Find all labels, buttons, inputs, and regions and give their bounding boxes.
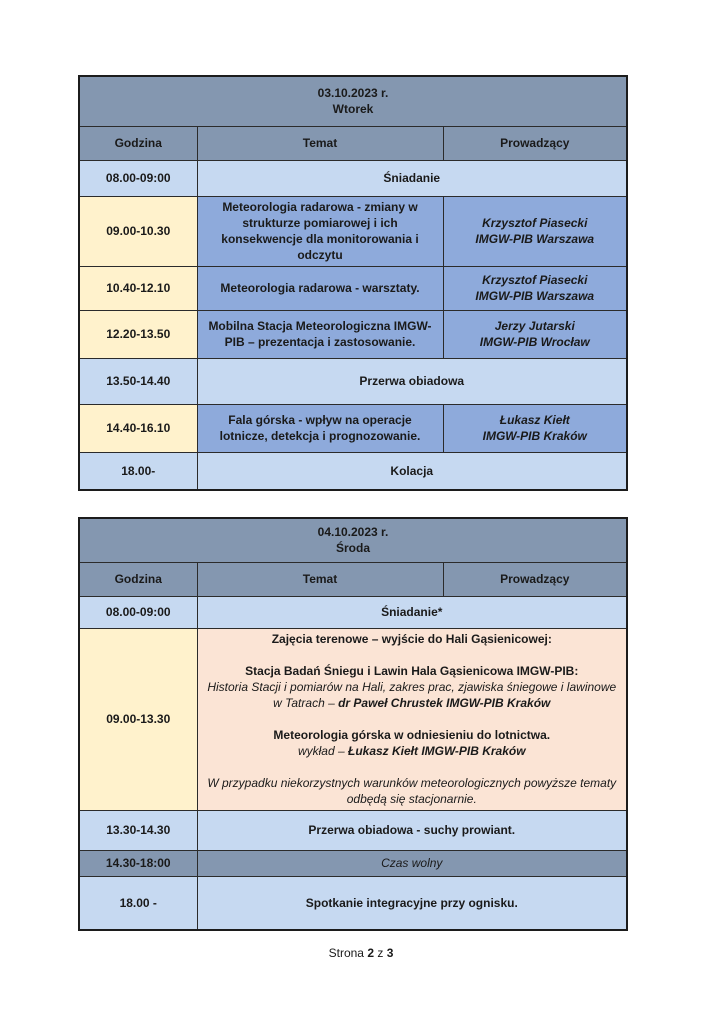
host-name: Krzysztof Piasecki: [482, 273, 588, 287]
row-topic: Kolacja: [197, 452, 627, 490]
row-topic: Mobilna Stacja Meteorologiczna IMGW-PIB – prezentacja i zastosowanie.: [197, 310, 443, 358]
row-topic: Śniadanie: [197, 160, 627, 196]
row-topic: Meteorologia radarowa - zmiany w strukturze pomiarowej i ich konsekwencje dla monitorowania i odczytu: [197, 196, 443, 266]
row-topic: Przerwa obiadowa - suchy prowiant.: [197, 810, 627, 850]
row-host: [443, 404, 627, 452]
table-row: [79, 196, 627, 266]
table-row: [79, 850, 627, 876]
row-time: 13.30-14.30: [79, 810, 197, 850]
table-row: [79, 358, 627, 404]
footer-of: z: [374, 946, 387, 960]
table-row: [79, 310, 627, 358]
row-topic: Śniadanie*: [197, 596, 627, 628]
row-time: 08.00-09:00: [79, 160, 197, 196]
day1-header-row: [79, 76, 627, 126]
row-host: [443, 310, 627, 358]
table-row: [79, 404, 627, 452]
row-topic: Fala górska - wpływ na operacje lotnicze, detekcja i prognozowanie.: [197, 404, 443, 452]
col-header-host: Prowadzący: [443, 126, 627, 160]
host-org: IMGW-PIB Warszawa: [475, 232, 595, 246]
station-description: [204, 679, 621, 711]
table-row: [79, 810, 627, 850]
table-row: [79, 876, 627, 930]
day1-header: [79, 76, 627, 126]
field-trip-details: [197, 628, 627, 810]
page-footer: [0, 946, 722, 960]
lecture-host: Łukasz Kiełt IMGW-PIB Kraków: [347, 744, 526, 758]
host-org: IMGW-PIB Kraków: [482, 429, 587, 443]
row-time: 18.00-: [79, 452, 197, 490]
row-time: 10.40-12.10: [79, 266, 197, 310]
row-host: [443, 266, 627, 310]
row-topic: Przerwa obiadowa: [197, 358, 627, 404]
day1-schedule-table: [78, 75, 628, 491]
day2-column-headers: [79, 562, 627, 596]
footer-prefix: Strona: [328, 946, 368, 960]
weather-note: W przypadku niekorzystnych warunków meteorologicznych powyższe tematy odbędą się stacjonarnie.: [207, 776, 617, 806]
station-sep: –: [324, 696, 339, 710]
lecture-line: [204, 743, 621, 759]
row-time: 18.00 -: [79, 876, 197, 930]
lecture-title: Meteorologia górska w odniesieniu do lotnictwa.: [273, 728, 551, 742]
col-header-time: Godzina: [79, 562, 197, 596]
row-host: [443, 196, 627, 266]
row-time: 08.00-09:00: [79, 596, 197, 628]
table-row: [79, 628, 627, 810]
table-row: [79, 160, 627, 196]
day2-date: 04.10.2023 r.: [317, 525, 389, 540]
row-time: 09.00-10.30: [79, 196, 197, 266]
row-topic: Czas wolny: [197, 850, 627, 876]
col-header-time: Godzina: [79, 126, 197, 160]
lecture-prefix: wykład –: [297, 744, 348, 758]
station-title: Stacja Badań Śniegu i Lawin Hala Gąsienicowa IMGW-PIB:: [245, 664, 579, 678]
table-row: [79, 266, 627, 310]
row-topic: Meteorologia radarowa - warsztaty.: [197, 266, 443, 310]
field-trip-title: Zajęcia terenowe – wyjście do Hali Gąsienicowej:: [271, 632, 552, 646]
row-time: 09.00-13.30: [79, 628, 197, 810]
footer-total: 3: [386, 946, 394, 960]
host-org: IMGW-PIB Warszawa: [475, 289, 595, 303]
col-header-host: Prowadzący: [443, 562, 627, 596]
day1-weekday: Wtorek: [332, 102, 374, 117]
row-time: 14.40-16.10: [79, 404, 197, 452]
row-topic: Spotkanie integracyjne przy ognisku.: [197, 876, 627, 930]
day1-date: 03.10.2023 r.: [317, 86, 389, 101]
host-org: IMGW-PIB Wrocław: [479, 335, 590, 349]
day2-weekday: Środa: [336, 541, 371, 556]
day2-header: [79, 518, 627, 562]
row-time: 12.20-13.50: [79, 310, 197, 358]
station-host: dr Paweł Chrustek IMGW-PIB Kraków: [338, 696, 551, 710]
day1-column-headers: [79, 126, 627, 160]
row-time: 13.50-14.40: [79, 358, 197, 404]
footer-page: 2: [367, 946, 375, 960]
host-name: Krzysztof Piasecki: [482, 216, 588, 230]
table-row: [79, 596, 627, 628]
table-row: [79, 452, 627, 490]
host-name: Łukasz Kiełt: [499, 413, 570, 427]
col-header-topic: Temat: [197, 126, 443, 160]
row-time: 14.30-18:00: [79, 850, 197, 876]
station-desc: Historia Stacji i pomiarów na Hali, zakres prac, zjawiska śniegowe i lawinowe w Tatrach: [207, 680, 617, 710]
day2-header-row: [79, 518, 627, 562]
col-header-topic: Temat: [197, 562, 443, 596]
host-name: Jerzy Jutarski: [494, 319, 575, 333]
day2-schedule-table: [78, 517, 628, 931]
